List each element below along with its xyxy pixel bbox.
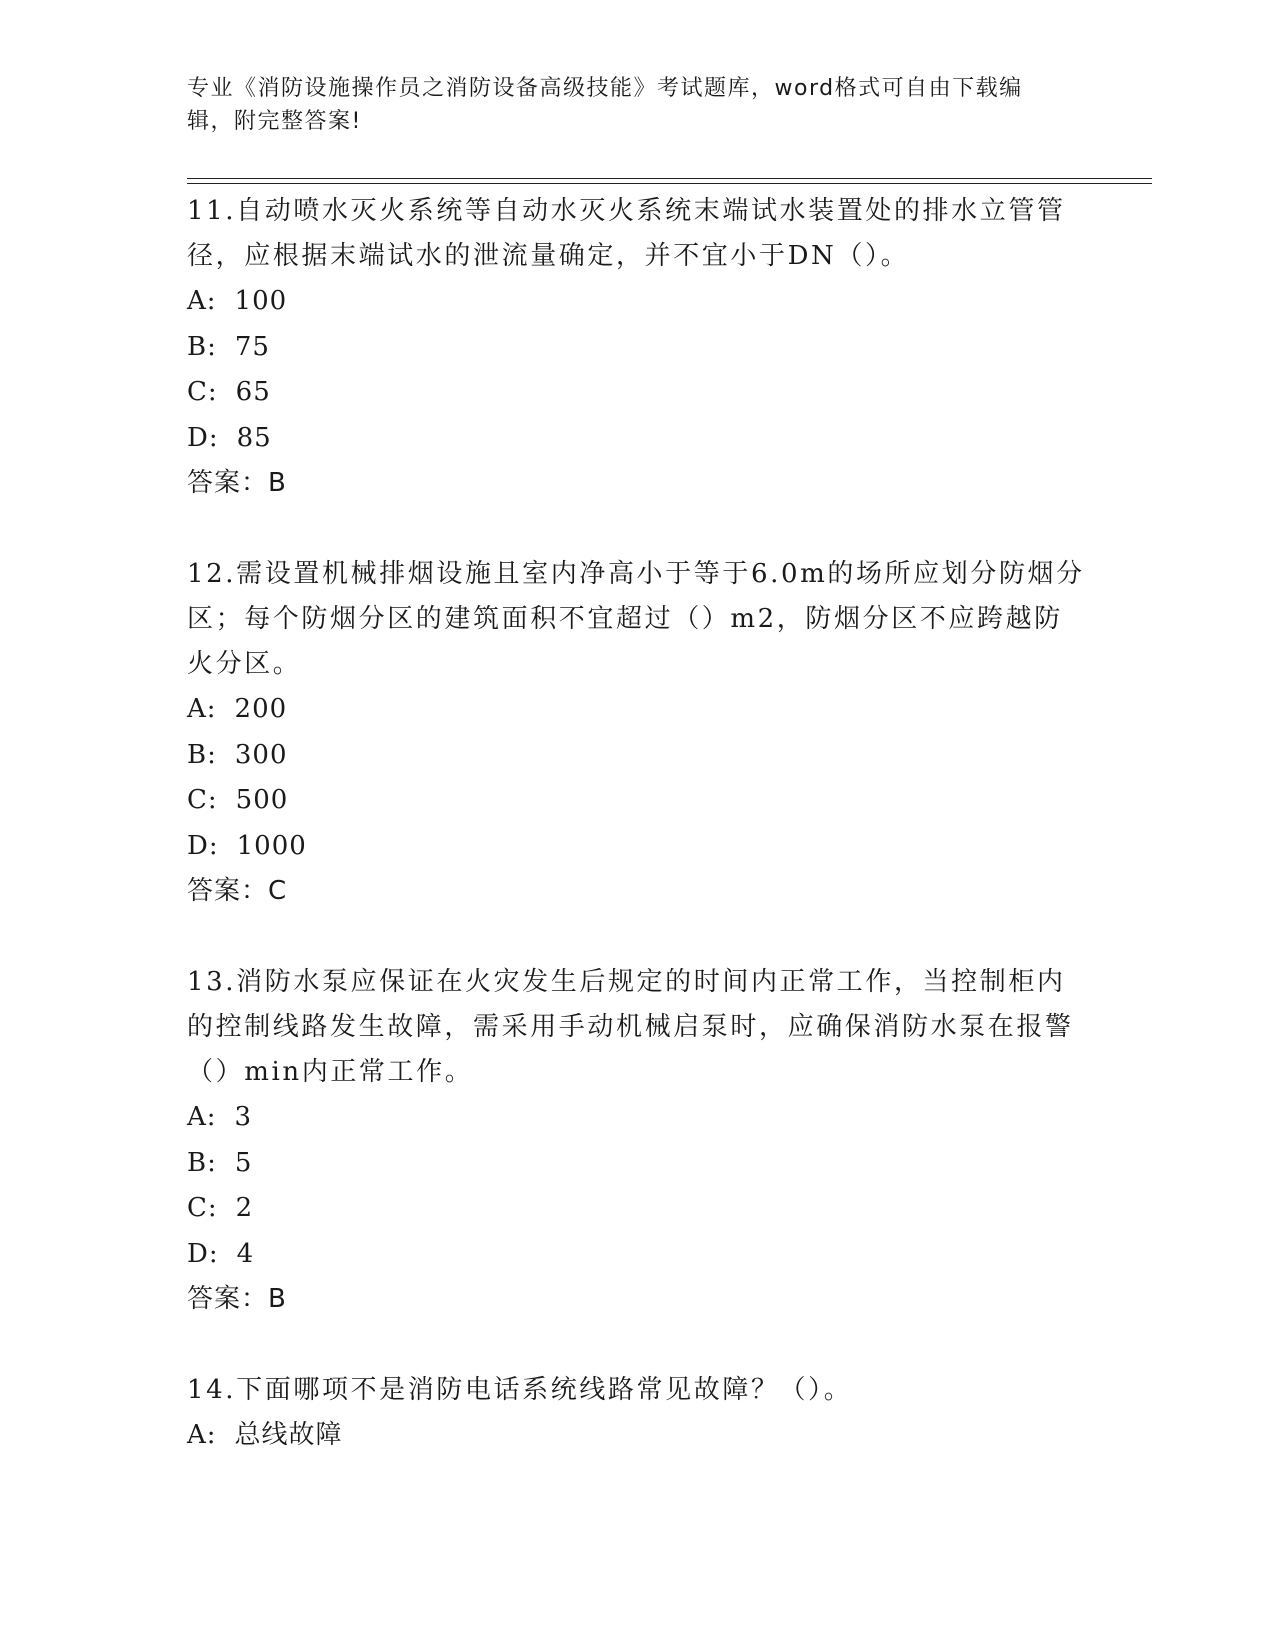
- option-c: C: 500: [187, 785, 289, 815]
- answer: 答案：B: [187, 468, 287, 498]
- option-a: A: 3: [187, 1102, 253, 1132]
- question-stem: 14.下面哪项不是消防电话系统线路常见故障？（）。: [187, 1375, 853, 1405]
- header-intro: 专业《消防设施操作员之消防设备高级技能》考试题库，word格式可自由下载编辑，附完整答案!: [187, 76, 1023, 134]
- option-b: B: 5: [187, 1147, 253, 1178]
- answer: 答案：B: [187, 1284, 287, 1314]
- option-c: C: 65: [187, 377, 271, 407]
- option-a: A: 总线故障: [187, 1420, 343, 1450]
- header-rule-bottom: [187, 183, 1152, 184]
- option-d: D: 1000: [187, 830, 307, 861]
- option-b: B: 75: [187, 331, 270, 362]
- answer: 答案：C: [187, 876, 288, 906]
- header-rule-top: [187, 178, 1152, 179]
- question-stem: 12.需设置机械排烟设施且室内净高小于等于6.0m的场所应划分防烟分区；每个防烟分区的建筑面积不宜超过（）m2，防烟分区不应跨越防火分区。: [187, 559, 1085, 679]
- option-a: A: 200: [187, 694, 288, 724]
- option-b: B: 300: [187, 739, 288, 770]
- option-d: D: 85: [187, 422, 272, 453]
- question-11: [187, 189, 1087, 506]
- option-c: C: 2: [187, 1193, 254, 1223]
- question-14: [187, 1368, 1087, 1459]
- question-stem: 13.消防水泵应保证在火灾发生后规定的时间内正常工作，当控制柜内的控制线路发生故障，需采用手动机械启泵时，应确保消防水泵在报警（）min内正常工作。: [187, 967, 1074, 1087]
- option-d: D: 4: [187, 1238, 255, 1269]
- question-stem: 11.自动喷水灭火系统等自动水灭火系统末端试水装置处的排水立管管径，应根据末端试水的泄流量确定，并不宜小于DN（）。: [187, 196, 1066, 271]
- question-13: [187, 960, 1087, 1322]
- option-a: A: 100: [187, 286, 288, 316]
- question-12: [187, 552, 1087, 914]
